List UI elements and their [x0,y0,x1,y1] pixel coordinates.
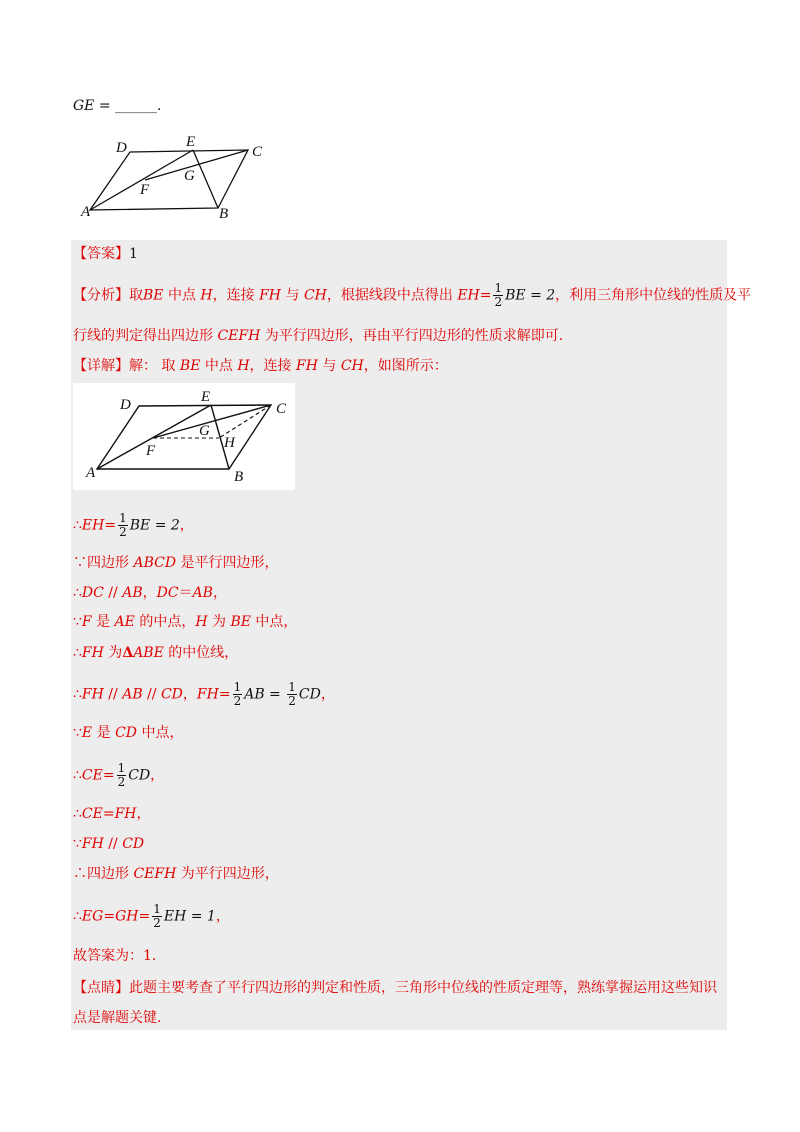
step-text: 是 [92,725,116,741]
analysis-text: 行线的判定得出四边形 [73,328,218,344]
remark-line-2 [73,1008,161,1028]
fraction-denominator: 2 [288,694,296,708]
fraction-numerator: 1 [117,761,126,775]
remark-text: 点是解题关键. [73,1010,162,1026]
figure-parallelogram-1 [78,132,278,222]
step-fraction [118,512,128,539]
analysis-var: CEFH [217,328,261,344]
step-text: 中点， [137,725,184,741]
step-text: ， [142,585,157,601]
step-4 [73,612,297,632]
fig2-label-g: G [199,423,210,439]
step-text: ， [136,806,151,822]
analysis-var: BE [143,287,164,304]
fig1-label-d: D [116,140,127,156]
fraction-denominator: 2 [233,694,242,708]
step-text: = [264,686,286,703]
step-text: // [103,836,123,852]
step-text: ， [179,517,194,534]
analysis-line-1 [73,282,751,309]
detail-text: ，连接 [249,358,296,374]
remark-tag: 【点睛】 [73,980,129,996]
step-var: EH [81,517,105,534]
step-11 [73,864,279,884]
fig1-label-g: G [184,168,195,184]
analysis-text: 与 [281,287,304,304]
detail-var: CH [340,358,364,374]
step-var: CE [81,767,103,784]
step-var: BE [230,614,251,630]
step-var: H [195,614,208,630]
therefore-symbol: ∴ [73,767,82,784]
step-text: ＝ [178,585,193,601]
therefore-symbol: ∴ [73,866,87,882]
step-text: 四边形 [87,866,134,882]
because-symbol: ∵ [73,614,82,630]
fraction-denominator: 2 [494,295,503,309]
step-9 [73,804,151,824]
step-var: FH [114,806,137,822]
step-10 [73,834,144,854]
detail-tag: 【详解】 [73,358,129,374]
detail-var: BE [179,358,201,374]
fraction-numerator: 1 [288,680,296,694]
step-var: AB [122,686,143,703]
fraction-numerator: 1 [233,680,242,694]
step-text: ， [320,686,335,703]
answer-line [73,244,138,264]
analysis-fraction [493,282,503,309]
detail-text: 中点 [200,358,238,374]
therefore-symbol: ∴ [73,517,82,534]
analysis-var: CH [303,287,327,304]
step-text: 为 [103,645,123,661]
step-1 [73,512,194,539]
final-answer-text: 故答案为：1. [73,948,157,964]
step-fraction [287,681,297,708]
step-text: 四边形 [87,555,134,571]
step-text: 是 [91,614,115,630]
answer-tag: 【答案】 [73,246,129,262]
because-symbol: ∵ [73,836,82,852]
analysis-var: H [200,287,213,304]
step-fraction [233,681,243,708]
therefore-symbol: ∴ [73,908,82,925]
step-var: AE [114,614,135,630]
step-text: = [138,908,151,925]
answer-value: 1 [129,246,138,262]
fraction-numerator: 1 [153,902,161,916]
step-var: GH [115,908,139,925]
step-expr: EH = 1 [163,908,216,925]
fig2-label-a: A [86,465,96,481]
fig2-label-f: F [146,443,156,459]
step-text: // [103,585,123,601]
step-expr: BE = 2 [129,517,180,534]
step-var: CE [81,806,103,822]
analysis-text: = [479,287,492,304]
fraction-denominator: 2 [119,525,127,539]
therefore-symbol: ∴ [73,585,82,601]
therefore-symbol: ∴ [73,686,82,703]
analysis-var: EH [457,287,480,304]
step-var: DC [156,585,179,601]
step-text: 中点， [250,614,298,630]
step-expr: AB [244,686,265,703]
step-text: 的中点， [134,614,196,630]
analysis-tag: 【分析】 [73,287,129,304]
fig2-label-c: C [276,401,287,417]
analysis-text: ，连接 [212,287,260,304]
step-var: FH [81,645,104,661]
fig2-label-e: E [201,389,211,405]
step-var: AB [122,585,143,601]
step-var: ABCD [133,555,177,571]
fig1-label-c: C [252,144,263,160]
step-text: 为 [207,614,231,630]
step-var: CD [122,836,145,852]
because-symbol: ∵ [73,555,87,571]
step-2 [73,553,279,573]
remark-line-1 [73,978,717,998]
step-text: 为平行四边形， [176,866,279,882]
detail-text: 解： 取 [129,358,180,374]
analysis-text: 中点 [163,287,201,304]
step-var: E [81,725,93,741]
step-fraction [152,903,162,930]
fig2-label-h: H [224,435,235,451]
analysis-line-2 [73,326,563,346]
step-var: CEFH [133,866,177,882]
therefore-symbol: ∴ [73,806,82,822]
fraction-numerator: 1 [119,511,127,525]
analysis-text: 取 [129,287,143,304]
step-text: ， [212,585,227,601]
step-expr: CD [298,686,321,703]
analysis-text: ，利用三角形中位线的性质及平 [555,287,752,304]
step-text: = [104,517,117,534]
step-text: ， [182,686,197,703]
step-text: = [103,908,116,925]
fig1-label-b: B [219,206,229,222]
detail-text: ，如图所示： [363,358,448,374]
fig1-label-e: E [186,134,196,150]
step-var: ABE [133,645,164,661]
step-text: 的中位线， [163,645,239,661]
step-5 [73,643,238,663]
fig2-label-d: D [120,397,131,413]
step-text: = [102,806,115,822]
fig1-label-f: F [140,182,150,198]
analysis-expr: BE = 2 [505,287,556,304]
analysis-text: ，根据线段中点得出 [326,287,458,304]
question-var: GE [73,98,95,114]
fraction-denominator: 2 [153,916,161,930]
figure-parallelogram-2 [73,383,295,490]
step-var: CD [160,686,183,703]
question-period: . [157,98,162,114]
fig2-label-b: B [234,469,244,485]
step-var: FH [196,686,219,703]
final-answer-line [73,946,156,966]
question-line [73,96,162,116]
step-8 [73,762,164,789]
step-text: // [103,686,123,703]
step-7 [73,723,183,743]
because-symbol: ∵ [73,725,82,741]
step-var: F [81,614,92,630]
fraction-denominator: 2 [117,775,126,789]
step-text: 是平行四边形， [176,555,279,571]
step-var: AB [192,585,213,601]
step-var: FH [81,836,104,852]
detail-text: 与 [317,358,341,374]
step-3 [73,583,227,603]
step-var: FH [81,686,104,703]
detail-var: H [237,358,250,374]
fraction-numerator: 1 [494,281,503,295]
detail-line [73,356,448,376]
step-text: = [218,686,231,703]
remark-text: 此题主要考查了平行四边形的判定和性质，三角形中位线的性质定理等，熟练掌握运用这些知识 [129,980,717,996]
analysis-text: 为平行四边形，再由平行四边形的性质求解即可. [260,328,564,344]
step-var: DC [81,585,104,601]
step-text: // [142,686,161,703]
analysis-var: FH [259,287,282,304]
detail-var: FH [296,358,318,374]
step-text: ， [150,767,165,784]
step-text: = [102,767,115,784]
step-var: CD [115,725,137,741]
step-fraction [117,762,127,789]
step-expr: CD [128,767,151,784]
therefore-symbol: ∴ [73,645,82,661]
step-var: EG [81,908,104,925]
step-text: ， [215,908,230,925]
step-12 [73,903,230,930]
question-blank: ______ [115,98,158,114]
triangle-symbol: Δ [122,645,134,661]
step-6 [73,681,335,708]
question-eq: = [94,98,116,114]
fig1-label-a: A [81,204,91,220]
